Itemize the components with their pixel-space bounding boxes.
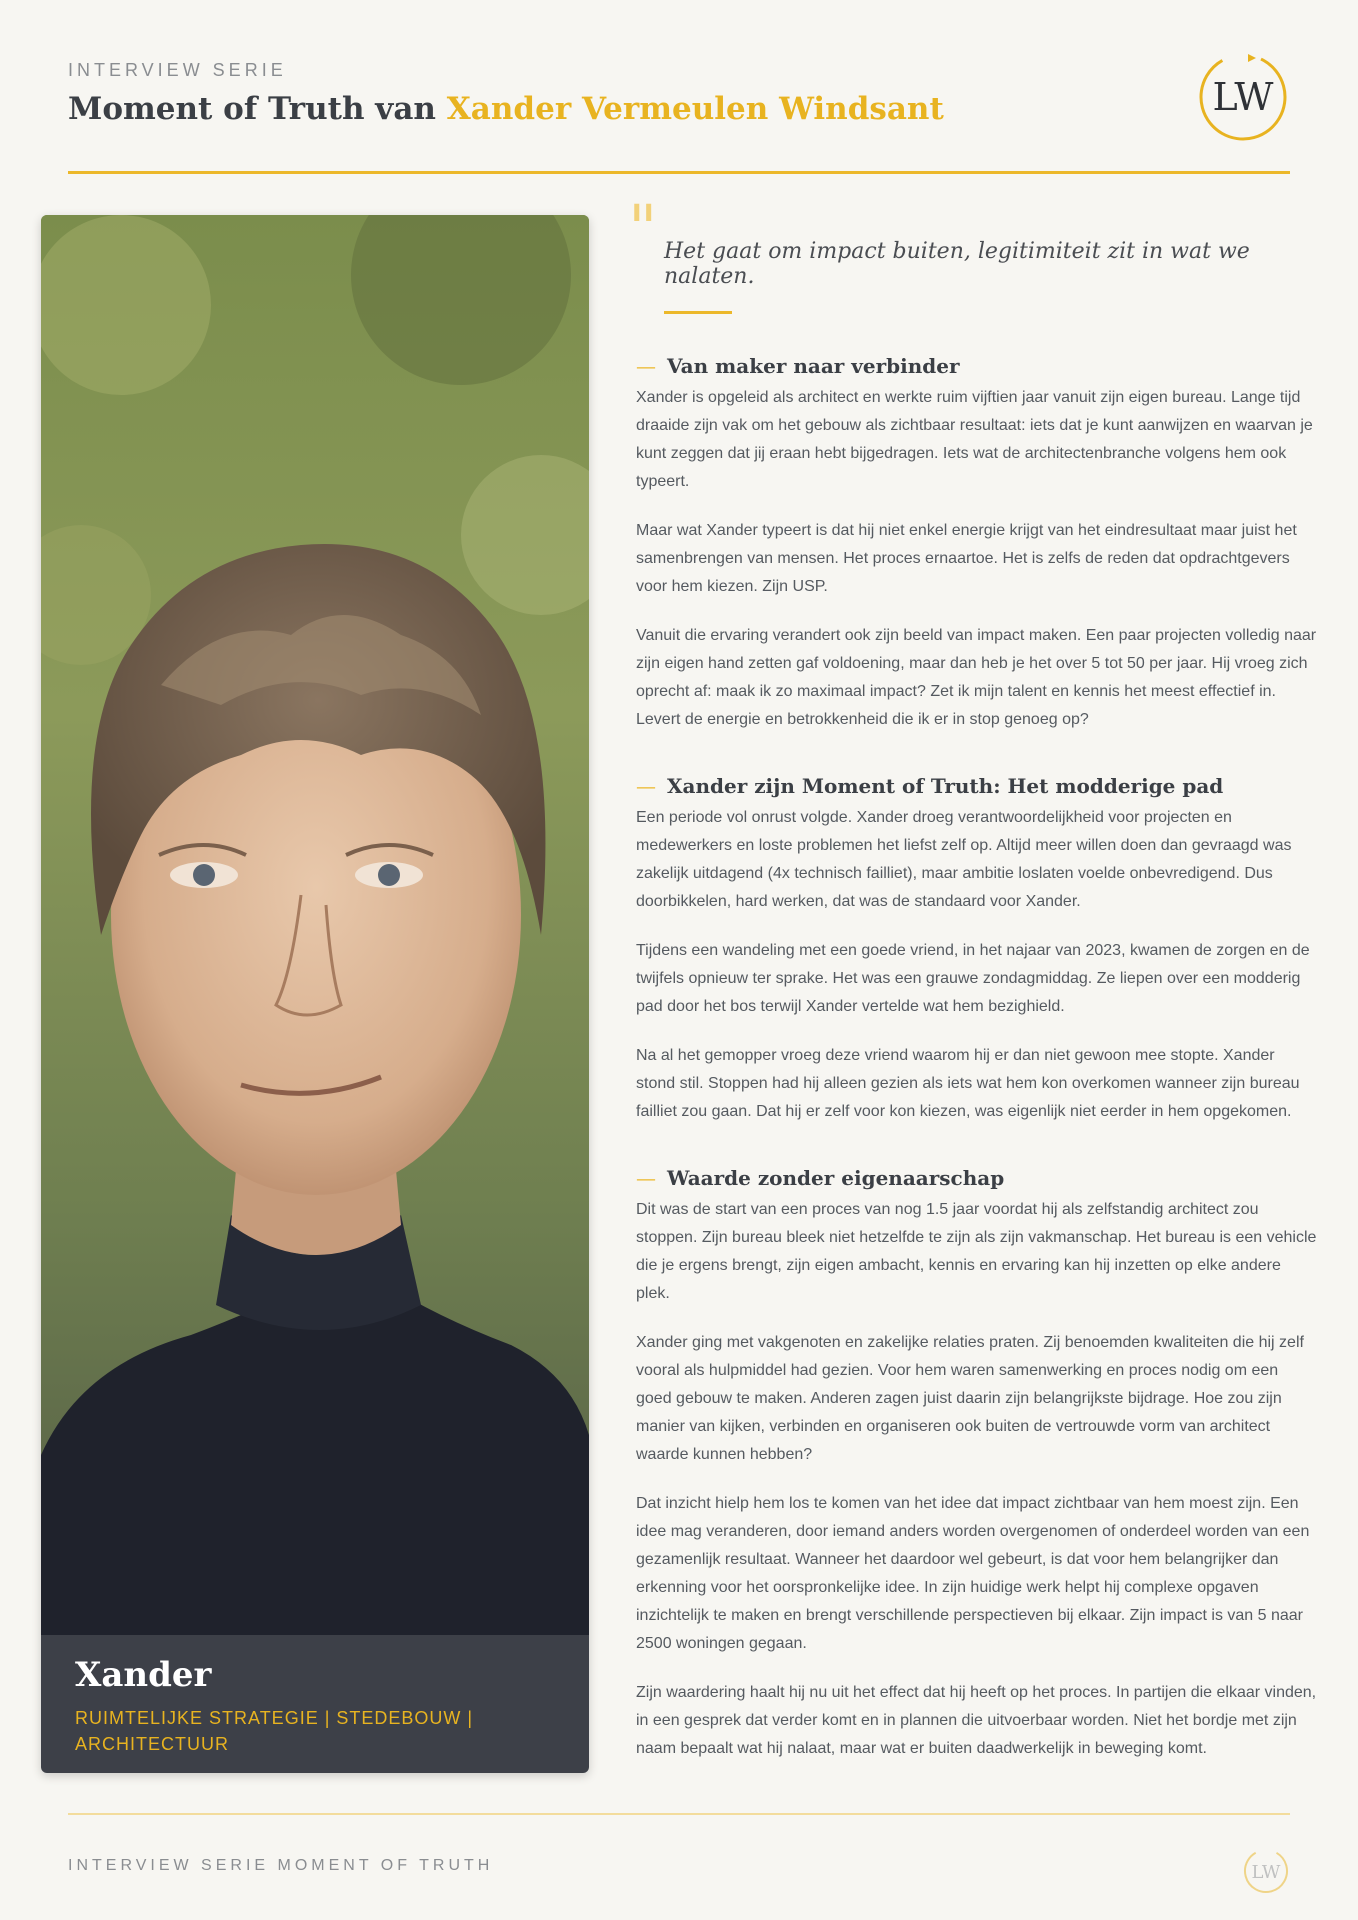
profile-role: RUIMTELIJKE STRATEGIE | STEDEBOUW | ARCHITECTUUR [75,1708,474,1754]
brand-logo [1196,48,1290,142]
title-name: Xander Vermeulen Windsant [446,91,944,127]
section-3 [636,1166,1318,1763]
section-heading-text: Xander zijn Moment of Truth: Het modderige pad [666,774,1224,798]
pull-quote: Het gaat om impact buiten, legitimiteit zit in wat we nalaten. [664,239,1250,289]
section-heading-text: Waarde zonder eigenaarschap [666,1166,1005,1190]
logo-letters: LW [1212,75,1274,119]
footer-divider [68,1813,1290,1815]
section-heading [636,774,1318,798]
series-kicker: INTERVIEW SERIE [68,60,287,80]
header-divider [68,171,1290,174]
section-heading [636,354,1318,378]
profile-caption [41,1635,589,1773]
profile-card [41,215,589,1773]
paragraph: Vanuit die ervaring verandert ook zijn beeld van impact maken. Een paar projecten volledig naar zijn eigen hand zetten gaf voldoening, maar dan heb je het over 5 tot 50 per jaar. Hij vroeg zich oprecht af: maak ik zo maximaal impact? Zet ik mijn talent en kennis het meest effectief in. Levert de energie en betrokkenheid die ik er in stop genoeg op? [636,627,1317,728]
paragraph: Na al het gemopper vroeg deze vriend waarom hij er dan niet gewoon mee stopte. Xander stond stil. Stoppen had hij alleen gezien als iets wat hem kon overkomen wanneer zijn bureau failliet zou gaan. Dat hij er zelf voor kon kiezen, was eigenlijk niet eerder in hem opgekomen. [636,1047,1300,1120]
section-heading-text: Van maker naar verbinder [666,354,960,378]
paragraph: Tijdens een wandeling met een goede vriend, in het najaar van 2023, kwamen de zorgen en de twijfels opnieuw ter sprake. Het was een grauwe zondagmiddag. Ze liepen over een modderig pad door het bos terwijl Xander vertelde wat hem bezighield. [636,942,1310,1015]
dash-icon: — [636,774,656,798]
paragraph: Maar wat Xander typeert is dat hij niet enkel energie krijgt van het eindresultaat maar juist het samenbrengen van mensen. Het proces ernaartoe. Het is zelfs de reden dat opdrachtgevers voor hem kiezen. Zijn USP. [636,522,1297,595]
paragraph: Xander is opgeleid als architect en werkte ruim vijftien jaar vanuit zijn eigen bureau. Lange tijd draaide zijn vak om het gebouw als zichtbaar resultaat: iets dat je kunt aanwijzen en waarvan je kunt zeggen dat jij eraan hebt bijgedragen. Iets wat de architectenbranche volgens hem ook typeert. [636,389,1313,490]
dash-icon: — [636,354,656,378]
title-prefix: Moment of Truth van [68,91,447,127]
paragraph: Zijn waardering haalt hij nu uit het effect dat hij heeft op het proces. In partijen die elkaar vinden, in een gesprek dat verder komt en in plannen die uitvoerbaar worden. Niet het bordje met zijn naam bepaalt wat hij nalaat, maar wat er buiten daadwerkelijk in beweging komt. [636,1684,1317,1757]
section-2 [636,774,1318,1126]
footer-logo-letters: LW [1251,1862,1281,1883]
paragraph: Dat inzicht hielp hem los te komen van het idee dat impact zichtbaar van hem moest zijn. Een idee mag veranderen, door iemand anders worden overgenomen of onderdeel worden van een gezamenlijk resultaat. Wanneer het daardoor wel gebeurt, is dat voor hem belangrijker dan erkenning voor het oorspronkelijke idee. In zijn huidige werk helpt hij complexe opgaven inzichtelijk te maken en brengt verschillende perspectieven bij elkaar. Zijn impact is van 5 naar 2500 woningen gegaan. [636,1495,1310,1652]
dash-icon: — [636,1166,656,1190]
section-1 [636,354,1318,734]
paragraph: Dit was de start van een proces van nog 1.5 jaar voordat hij als zelfstandig architect zou stoppen. Zijn bureau bleek niet hetzelfde te zijn als zijn vakmanschap. Het bureau is een vehicle die je ergens brengt, zijn eigen ambacht, kennis en ervaring kan hij inzetten op elke andere plek. [636,1201,1317,1302]
portrait-photo [41,215,589,1635]
page-title [68,91,1290,127]
profile-name: Xander [75,1655,212,1695]
footer-logo [1242,1846,1290,1894]
paragraph: Xander ging met vakgenoten en zakelijke relaties praten. Zij benoemden kwaliteiten die hij zelf vooral als hulpmiddel had gezien. Voor hem waren samenwerking en proces nodig om een goed gebouw te maken. Anderen zagen juist daarin zijn belangrijkste bijdrage. Hoe zou zijn manier van kijken, verbinden en organiseren ook buiten de vertrouwde vorm van architect waarde kunnen hebben? [636,1334,1304,1463]
article-body [628,192,1318,1784]
paragraph: Een periode vol onrust volgde. Xander droeg verantwoordelijkheid voor projecten en medewerkers en loste problemen het liefst zelf op. Altijd meer willen doen dan gevraagd was zakelijk uitdagend (4x technisch failliet), maar ambitie loslaten voelde onbevredigend. Dus doorbikkelen, hard werken, dat was de standaard voor Xander. [636,809,1292,910]
footer-text: INTERVIEW SERIE MOMENT OF TRUTH [68,1857,494,1874]
quote-divider [664,311,732,314]
page-header [68,60,1290,174]
quote-mark-icon: " [628,192,658,266]
section-heading [636,1166,1318,1190]
